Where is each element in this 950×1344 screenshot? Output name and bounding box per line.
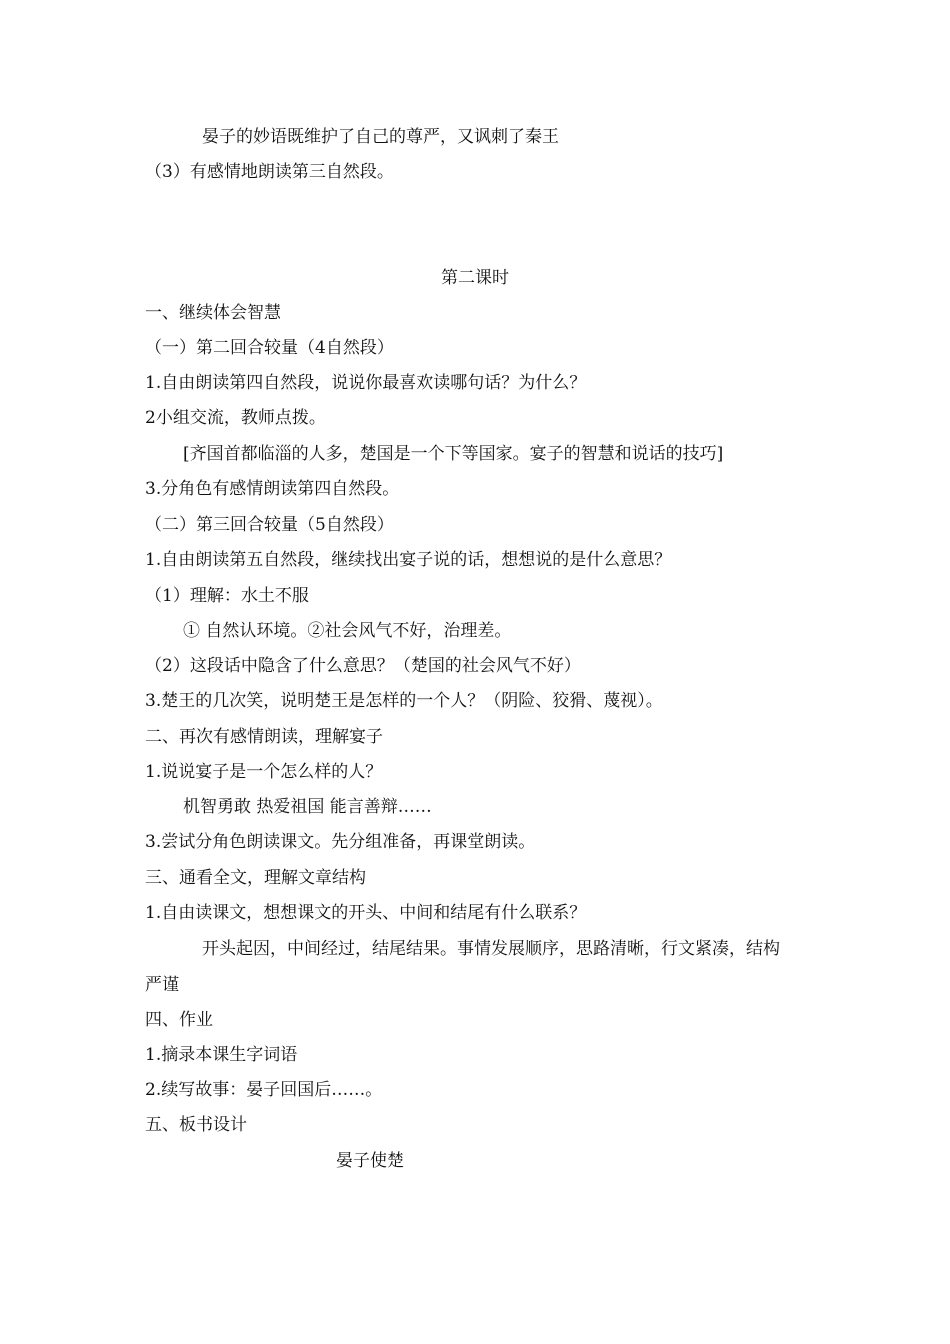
lesson-heading: 第二课时 <box>441 268 509 288</box>
body-text-line: 晏子的妙语既维护了自己的尊严，又讽刺了秦王 <box>202 127 559 147</box>
list-item: 3.尝试分角色朗读课文。先分组准备，再课堂朗读。 <box>145 832 536 852</box>
list-item: 3.楚王的几次笑，说明楚王是怎样的一个人？（阴险、狡猾、蔑视）。 <box>145 691 663 711</box>
subsection-heading: （一）第二回合较量（4自然段） <box>145 338 394 358</box>
section-heading: 二、再次有感情朗读，理解宴子 <box>145 727 383 747</box>
note-text: ① 自然认环境。②社会风气不好，治理差。 <box>183 621 512 641</box>
list-item: 1.自由朗读第四自然段，说说你最喜欢读哪句话？为什么？ <box>145 373 587 393</box>
note-text: 机智勇敢 热爱祖国 能言善辩…… <box>183 797 432 817</box>
section-heading: 三、通看全文，理解文章结构 <box>145 868 366 888</box>
section-heading: 四、作业 <box>145 1010 213 1030</box>
list-item: 3.分角色有感情朗读第四自然段。 <box>145 479 400 499</box>
body-text-line: 开头起因，中间经过，结尾结果。事情发展顺序，思路清晰，行文紧凑，结构 <box>202 939 780 959</box>
body-text-line: 严谨 <box>145 975 179 995</box>
subsection-heading: （二）第三回合较量（5自然段） <box>145 515 394 535</box>
note-text: [齐国首都临淄的人多，楚国是一个下等国家。宴子的智慧和说话的技巧] <box>183 444 724 464</box>
section-heading: 一、继续体会智慧 <box>145 303 281 323</box>
body-text-line: （3）有感情地朗读第三自然段。 <box>145 162 394 182</box>
list-item: 1.自由读课文，想想课文的开头、中间和结尾有什么联系？ <box>145 903 587 923</box>
list-item: 1.说说宴子是一个怎么样的人？ <box>145 762 383 782</box>
list-item: 2.续写故事：晏子回国后……。 <box>145 1080 383 1100</box>
list-item: 1.摘录本课生字词语 <box>145 1045 298 1065</box>
board-title: 晏子使楚 <box>336 1151 404 1171</box>
section-heading: 五、板书设计 <box>145 1115 247 1135</box>
list-item: （2）这段话中隐含了什么意思？（楚国的社会风气不好） <box>145 656 581 676</box>
list-item: （1）理解：水土不服 <box>145 586 309 606</box>
list-item: 1.自由朗读第五自然段，继续找出宴子说的话，想想说的是什么意思？ <box>145 550 672 570</box>
list-item: 2小组交流，教师点拨。 <box>145 408 326 428</box>
